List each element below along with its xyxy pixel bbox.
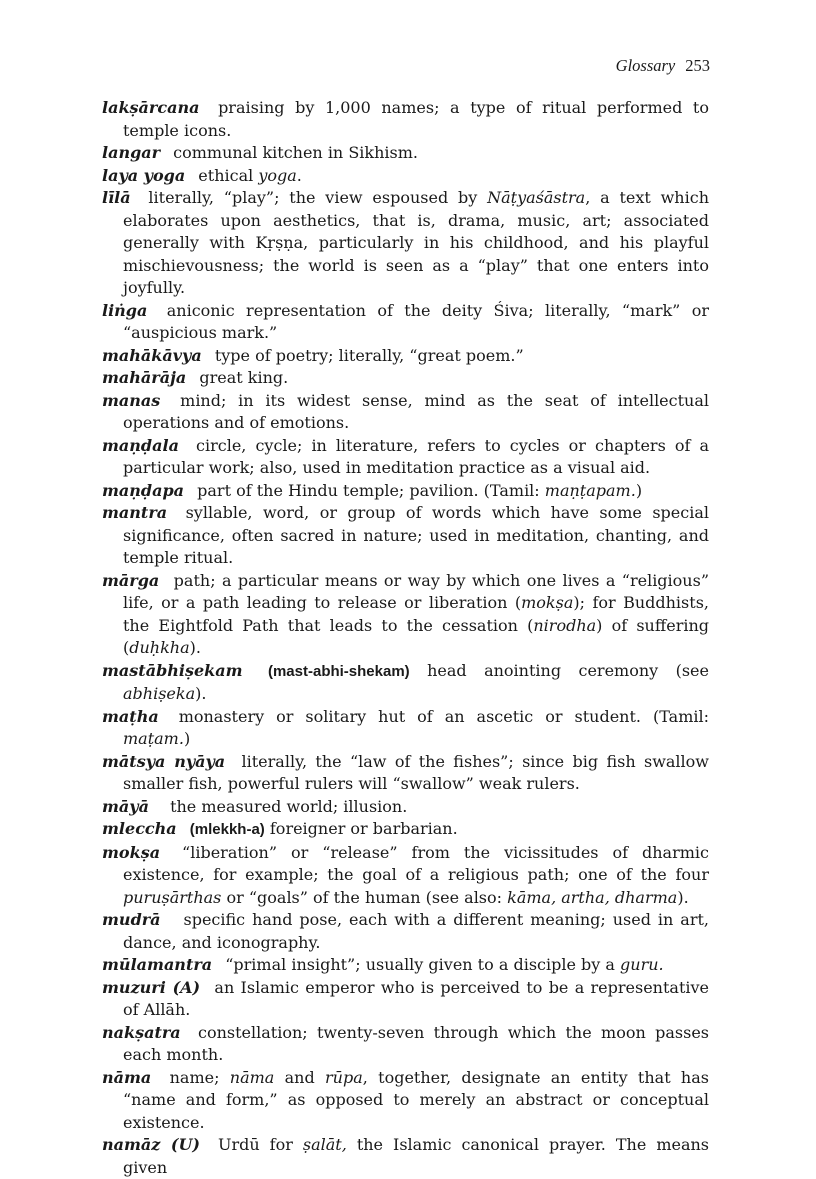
entry-italic: guru. bbox=[620, 955, 664, 974]
entry-definition: ); for Buddhists, the Eightfold Path that leads to the cessation ( bbox=[123, 593, 709, 635]
entry-pronunciation: (mast-abhi-shekam) bbox=[267, 662, 410, 680]
entry-pronunciation: (mlekkh-a) bbox=[189, 821, 265, 838]
entry-term: maṇḍapa bbox=[102, 480, 185, 500]
entry-term: līlā bbox=[102, 188, 131, 207]
entry-definition: foreigner or barbarian. bbox=[264, 819, 458, 838]
glossary-entry bbox=[102, 796, 709, 819]
entry-definition: type of poetry; literally, “great poem.” bbox=[214, 345, 524, 365]
entry-definition: or “goals” of the human (see also: bbox=[221, 887, 508, 907]
entry-definition: praising by 1,000 names; a type of ritual performed to temple icons. bbox=[123, 98, 709, 140]
entry-term: mūlamantra bbox=[102, 955, 213, 974]
glossary-entry bbox=[102, 909, 709, 954]
entry-definition: specific hand pose, each with a different meaning; used in art, dance, and iconography. bbox=[123, 910, 709, 952]
entry-definition: communal kitchen in Sikhism. bbox=[173, 143, 418, 162]
entry-definition: circle, cycle; in literature, refers to cycles or chapters of a particular work; also, used in meditation practice as a visual aid. bbox=[123, 435, 710, 477]
entry-definition: head anointing ceremony (see bbox=[409, 660, 709, 680]
entry-term: namāz (U) bbox=[102, 1135, 200, 1154]
entry-definition: the measured world; illusion. bbox=[170, 796, 408, 816]
entry-definition: “primal insight”; usually given to a disciple by a bbox=[225, 955, 621, 974]
entry-definition: path; a particular means or way by which one lives a “religious” life, or a path leading to release or liberation ( bbox=[123, 570, 709, 612]
entry-italic: nāma bbox=[229, 1067, 275, 1087]
running-head bbox=[616, 56, 710, 76]
entry-definition: ethical bbox=[198, 165, 259, 185]
entry-definition: the Islamic canonical prayer. The means given bbox=[123, 1135, 710, 1177]
glossary-entry bbox=[102, 300, 709, 345]
entry-term: nāma bbox=[102, 1067, 152, 1087]
entry-term: mahārāja bbox=[102, 368, 187, 387]
entry-term: mudrā bbox=[102, 910, 161, 929]
entry-term: lakṣārcana bbox=[102, 98, 200, 117]
entry-italic: maṇṭapam. bbox=[544, 480, 636, 500]
glossary-entry bbox=[102, 480, 709, 503]
entry-italic: yoga bbox=[258, 165, 297, 185]
entry-definition: Urdū for bbox=[217, 1135, 303, 1154]
entry-term: mārga bbox=[102, 570, 160, 590]
glossary-entry bbox=[102, 97, 709, 142]
entry-definition: ) bbox=[635, 480, 643, 500]
entry-term: mahākāvya bbox=[102, 345, 202, 365]
entry-definition: ) bbox=[183, 729, 191, 748]
entry-term: mokṣa bbox=[102, 842, 161, 862]
entry-definition: and bbox=[274, 1067, 326, 1087]
entry-definition: great king. bbox=[199, 368, 289, 387]
glossary-entry bbox=[102, 954, 709, 977]
glossary-entry bbox=[102, 435, 709, 480]
entry-definition: monastery or solitary hut of an ascetic or student. (Tamil: bbox=[178, 706, 709, 726]
entry-definition: , together, designate an entity that has “name and form,” as opposed to merely an abstract or conceptual existence. bbox=[123, 1067, 709, 1132]
glossary-entry bbox=[102, 570, 709, 660]
entry-italic: puruṣārthas bbox=[123, 887, 222, 907]
entry-term: maṭha bbox=[102, 706, 159, 726]
entry-definition: mind; in its widest sense, mind as the seat of intellectual operations and of emotions. bbox=[123, 390, 710, 432]
entry-term: mātsya nyāya bbox=[102, 751, 226, 771]
entry-italic: Nāṭyaśāstra bbox=[487, 188, 586, 207]
glossary-entry bbox=[102, 165, 709, 188]
entry-definition: constellation; twenty-seven through which the moon passes each month. bbox=[123, 1022, 710, 1064]
glossary-entries bbox=[102, 97, 709, 1179]
glossary-entry bbox=[102, 1022, 709, 1067]
glossary-entry bbox=[102, 1134, 709, 1179]
entry-definition: , a text which elaborates upon aesthetics, that is, drama, music, art; associated generally with Kṛṣṇa, particularly in his childhood, and his playful mischievousness; the world is seen as a “play” that one enters into joyfully. bbox=[123, 188, 709, 297]
entry-term: langar bbox=[102, 143, 161, 162]
entry-term: nakṣatra bbox=[102, 1022, 181, 1042]
entry-italic: maṭam. bbox=[123, 729, 184, 748]
glossary-entry bbox=[102, 660, 709, 706]
entry-definition: literally, “play”; the view espoused by bbox=[148, 188, 488, 207]
glossary-entry bbox=[102, 818, 709, 842]
glossary-entry bbox=[102, 977, 709, 1022]
glossary-entry bbox=[102, 842, 709, 910]
glossary-entry bbox=[102, 142, 709, 165]
entry-definition: syllable, word, or group of words which have some special significance, often sacred in nature; used in meditation, chanting, and temple ritual. bbox=[123, 503, 709, 567]
entry-italic: nirodha bbox=[533, 615, 597, 635]
entry-definition: name; bbox=[169, 1067, 230, 1087]
glossary-entry bbox=[102, 502, 709, 570]
entry-italic: rūpa bbox=[325, 1067, 363, 1087]
glossary-entry bbox=[102, 367, 709, 390]
entry-term: muzuri (A) bbox=[102, 977, 201, 997]
glossary-entry bbox=[102, 706, 709, 751]
page-number: 253 bbox=[685, 56, 710, 75]
entry-definition: aniconic representation of the deity Śiva; literally, “mark” or “auspicious mark.” bbox=[123, 300, 709, 342]
entry-definition: ). bbox=[189, 638, 201, 657]
entry-italic: kāma, artha, dharma bbox=[507, 887, 678, 907]
entry-term: mleccha bbox=[102, 819, 177, 838]
entry-term: maṇḍala bbox=[102, 435, 179, 455]
entry-italic: mokṣa bbox=[521, 593, 574, 612]
entry-term: māyā bbox=[102, 796, 149, 816]
glossary-entry bbox=[102, 751, 709, 796]
entry-definition: ). bbox=[195, 684, 207, 703]
entry-term: manas bbox=[102, 390, 161, 410]
entry-definition: ) of suffering ( bbox=[123, 615, 710, 657]
entry-definition: ). bbox=[677, 887, 689, 907]
entry-definition: “liberation” or “release” from the vicissitudes of dharmic existence, for example; the goal of a religious path; one of the four bbox=[123, 842, 709, 884]
entry-term: mastābhiṣekam bbox=[102, 660, 243, 680]
glossary-entry bbox=[102, 390, 709, 435]
entry-term: mantra bbox=[102, 503, 168, 522]
entry-italic: abhiṣeka bbox=[123, 684, 196, 703]
entry-definition: part of the Hindu temple; pavilion. (Tamil: bbox=[197, 480, 545, 500]
glossary-entry bbox=[102, 187, 709, 300]
entry-definition: . bbox=[296, 165, 302, 185]
entry-italic: duḥkha bbox=[129, 638, 190, 657]
glossary-entry bbox=[102, 345, 709, 368]
entry-italic: ṣalāt, bbox=[302, 1135, 347, 1154]
entry-definition: an Islamic emperor who is perceived to be a representative of Allāh. bbox=[123, 977, 709, 1019]
entry-definition: literally, the “law of the fishes”; since big fish swallow smaller fish, powerful rulers will “swallow” weak rulers. bbox=[123, 751, 709, 793]
section-title: Glossary bbox=[615, 56, 676, 75]
entry-term: laya yoga bbox=[102, 165, 186, 185]
glossary-entry bbox=[102, 1067, 709, 1135]
entry-term: liṅga bbox=[102, 300, 148, 320]
